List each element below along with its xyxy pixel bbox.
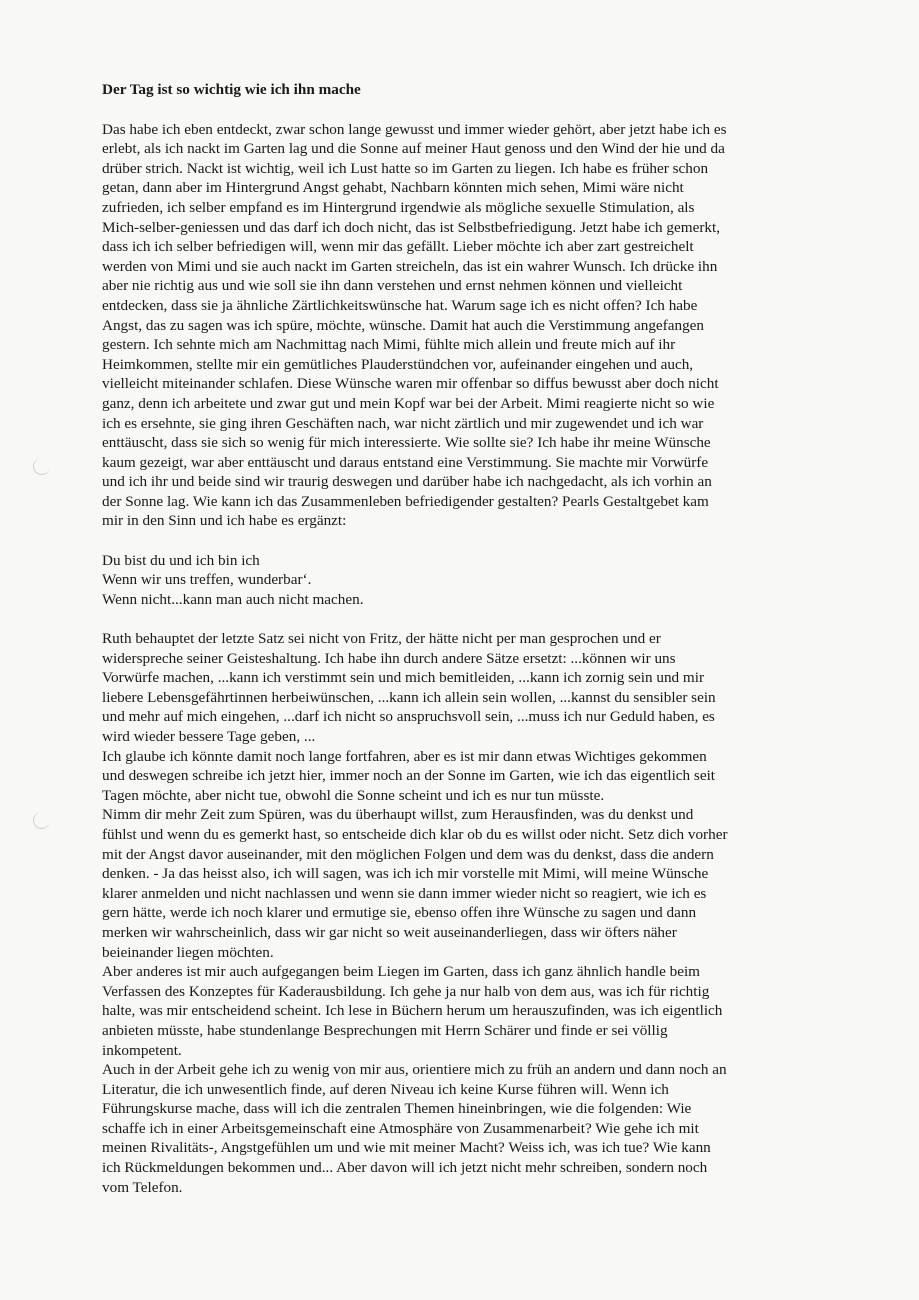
document-body [102, 80, 792, 1197]
text-line: Tagen möchte, aber nicht tue, obwohl die Sonne scheint und ich es nur tun müsste. [102, 786, 605, 804]
paragraph-1 [102, 120, 792, 531]
text-line: Führungskurse mache, dass will ich die zentralen Themen hineinbringen, wie die folgenden: Wie [102, 1100, 692, 1118]
text-line: kaum gezeigt, war aber enttäuscht und daraus entstand eine Verstimmung. Sie machte mir Vorwürfe [102, 453, 709, 471]
poem-line: Du bist du und ich bin ich [102, 551, 260, 569]
text-line: drüber strich. Nackt ist wichtig, weil ich Lust hatte so im Garten zu liegen. Ich habe es früher schon [102, 159, 709, 177]
text-line: mir in den Sinn und ich habe es ergänzt: [102, 512, 347, 530]
text-line: Angst, das zu sagen was ich spüre, möchte, wünsche. Damit hat auch die Verstimmung angefangen [102, 316, 704, 334]
text-line: Literatur, die ich unwesentlich finde, auf deren Niveau ich keine Kurse führen will. Wenn ich [102, 1080, 669, 1098]
text-line: klarer anmelden und nicht nachlassen und wenn sie dann immer wieder nicht so reagiert, wie ich es [102, 884, 707, 902]
text-line: Aber anderes ist mir auch aufgegangen beim Liegen im Garten, dass ich ganz ähnlich handle beim [102, 963, 701, 981]
text-line: Verfassen des Konzeptes für Kaderausbildung. Ich gehe ja nur halb von dem aus, was ich für richtig [102, 982, 710, 1000]
text-line: gestern. Ich sehnte mich am Nachmittag nach Mimi, fühlte mich allein und freute mich auf ihr [102, 336, 676, 354]
text-line: aber nie richtig aus und wie soll sie ihn dann verstehen und ernst nehmen können und vielleicht [102, 277, 683, 295]
text-line: vom Telefon. [102, 1178, 183, 1196]
text-line: vielleicht miteinander schlafen. Diese Wünsche waren mir offenbar so diffus bewusst aber doch nicht [102, 375, 719, 393]
text-line: beieinander liegen möchten. [102, 943, 274, 961]
text-line: wird wieder bessere Tage geben, ... [102, 728, 316, 745]
punch-hole-mark [33, 812, 50, 829]
text-line: getan, dann aber im Hintergrund Angst gehabt, Nachbarn könnten mich sehen, Mimi wäre nicht [102, 179, 684, 197]
text-line: entdecken, dass sie ja ähnliche Zärtlichkeitswünsche hat. Warum sage ich es nicht offen? Ich habe [102, 296, 698, 314]
text-line: Nimm dir mehr Zeit zum Spüren, was du überhaupt willst, zum Herausfinden, was du denkst und [102, 806, 694, 824]
text-line: Vorwürfe machen, ...kann ich verstimmt sein und mich bemitleiden, ...kann ich zornig sein und mir [102, 669, 705, 687]
text-line: und ich ihr und beide sind wir traurig deswegen und darüber habe ich nachgedacht, als ich vorhin an [102, 473, 712, 491]
text-line: erlebt, als ich nackt im Garten lag und die Sonne auf meiner Haut genoss und den Wind der hie und da [102, 140, 725, 158]
text-line: Das habe ich eben entdeckt, zwar schon lange gewusst und immer wieder gehört, aber jetzt habe ich es [102, 120, 727, 138]
text-line: und mehr auf mich eingehen, ...darf ich nicht so anspruchsvoll sein, ...muss ich nur Geduld haben, es [102, 708, 715, 726]
text-line: meinen Rivalitäts-, Angstgefühlen um und wie mit meiner Macht? Weiss ich, was ich tue? Wie kann [102, 1139, 711, 1157]
text-line: gern hätte, werde ich noch klarer und ermutige sie, ebenso offen ihre Wünsche zu sagen und dann [102, 904, 697, 922]
text-line: Mich-selber-geniessen und das darf ich doch nicht, das ist Selbstbefriedigung. Jetzt habe ich gemerkt, [102, 218, 720, 236]
text-line: ich Rückmeldungen bekommen und... Aber davon will ich jetzt nicht mehr schreiben, sondern noch [102, 1159, 708, 1177]
text-line: Auch in der Arbeit gehe ich zu wenig von mir aus, orientiere mich zu früh an andern und dann noch an [102, 1061, 727, 1079]
text-line: Ruth behauptet der letzte Satz sei nicht von Fritz, der hätte nicht per man gesprochen und er [102, 630, 661, 648]
text-line: zufrieden, ich selber empfand es im Hintergrund irgendwie als mögliche sexuelle Stimulation, als [102, 198, 695, 216]
text-line: denken. - Ja das heisst also, ich will sagen, was ich ich mir vorstelle mit Mimi, will meine Wünsche [102, 865, 709, 883]
text-line: enttäuscht, dass sie sich so wenig für mich interessierte. Wie sollte sie? Ich habe ihr meine Wünsche [102, 434, 711, 452]
text-line: dass ich ich selber befriedigen will, wenn mir das gefällt. Lieber möchte ich aber zart gestreichelt [102, 238, 694, 256]
text-line: und deswegen schreibe ich jetzt hier, immer noch an der Sonne im Garten, wie ich das eigentlich seit [102, 767, 716, 785]
text-line: der Sonne lag. Wie kann ich das Zusammenleben befriedigender gestalten? Pearls Gestaltgebet kam [102, 492, 709, 510]
poem-line: Wenn wir uns treffen, wunderbar‘. [102, 571, 312, 589]
text-line: widerspreche seiner Geisteshaltung. Ich habe ihn durch andere Sätze ersetzt: ...können wir uns [102, 649, 676, 667]
text-line: ich es ersehnte, sie ging ihren Geschäften nach, war nicht zärtlich und mir zugewendet und ich war [102, 414, 704, 432]
text-line: liebere Lebensgefährtinnen herbeiwünschen, ...kann ich allein sein wollen, ...kannst du sensibler sein [102, 688, 716, 706]
text-line: Ich glaube ich könnte damit noch lange fortfahren, aber es ist mir dann etwas Wichtiges gekommen [102, 747, 707, 765]
document-title: Der Tag ist so wichtig wie ich ihn mache [102, 81, 361, 98]
poem [102, 551, 792, 610]
text-line: inkompetent. [102, 1041, 182, 1059]
paragraph-2 [102, 629, 792, 1197]
text-line: fühlst und wenn du es gemerkt hast, so entscheide dich klar ob du es willst oder nicht. Setz dich vorher [102, 825, 728, 843]
text-line: merken wir wahrscheinlich, dass wir gar nicht so weit auseinanderliegen, dass wir öfters näher [102, 923, 677, 941]
text-line: ganz, denn ich arbeitete und zwar gut und mein Kopf war bei der Arbeit. Mimi reagierte nicht so wie [102, 394, 715, 412]
text-line: Heimkommen, stellte mir ein gemütliches Plauderstündchen vor, aufeinander eingehen und auch, [102, 355, 694, 373]
text-line: schaffe ich in einer Arbeitsgemeinschaft eine Atmosphäre von Zusammenarbeit? Wie gehe ich mit [102, 1119, 699, 1137]
text-line: anbieten müsste, habe stundenlange Besprechungen mit Herrn Schärer und finde er sei völlig [102, 1021, 668, 1039]
text-line: mit der Angst davor auseinander, mit den möglichen Folgen und dem was du denkst, dass die andern [102, 845, 714, 863]
punch-hole-mark [33, 458, 50, 475]
poem-line: Wenn nicht...kann man auch nicht machen. [102, 590, 364, 608]
text-line: werden von Mimi und sie auch nackt im Garten streicheln, das ist ein wahrer Wunsch. Ich drücke ihn [102, 257, 718, 275]
text-line: halte, was mir entscheidend scheint. Ich lese in Büchern herum um herauszufinden, was ich eigentlich [102, 1002, 723, 1020]
